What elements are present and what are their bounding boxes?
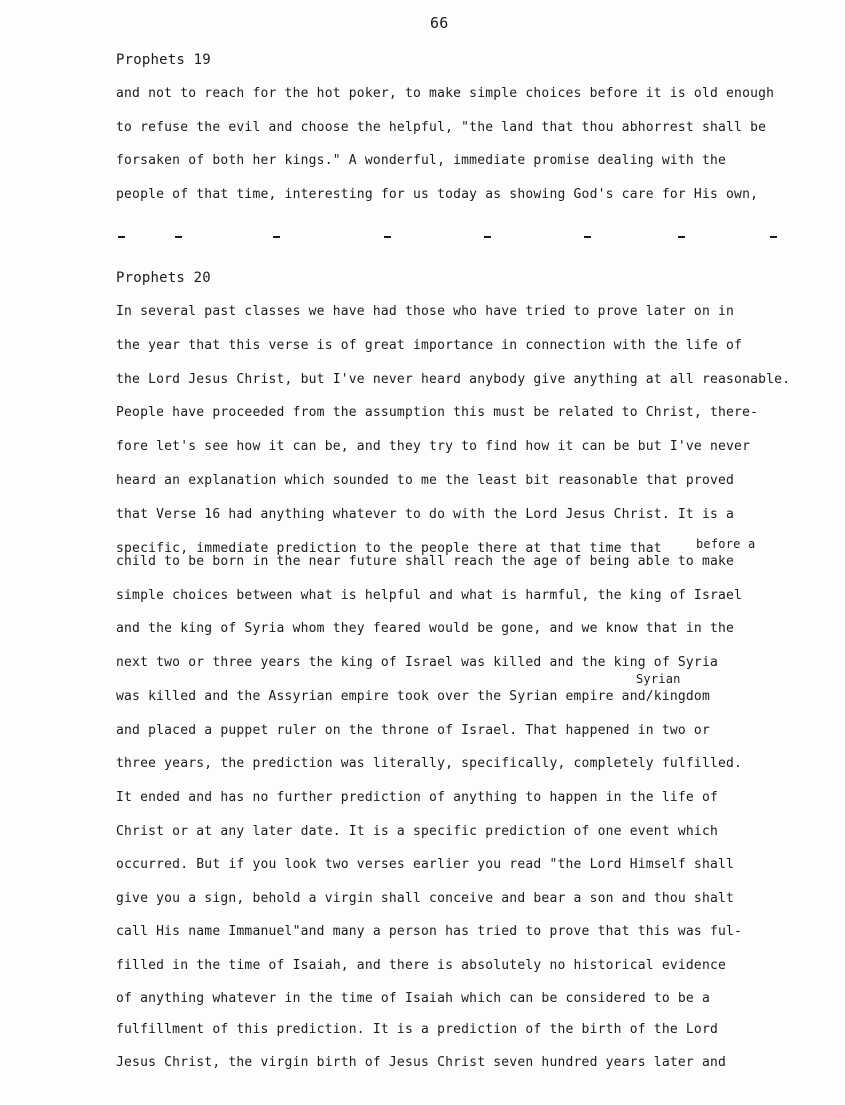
- text-line: of anything whatever in the time of Isaiah which can be considered to be a: [116, 991, 710, 1006]
- text-line: filled in the time of Isaiah, and there is absolutely no historical evidence: [116, 958, 727, 973]
- text-line: forsaken of both her kings." A wonderful, immediate promise dealing with the: [116, 153, 727, 168]
- text-line: Christ or at any later date. It is a specific prediction of one event which: [116, 824, 718, 839]
- separator-dash: [584, 236, 591, 238]
- text-line: three years, the prediction was literally, specifically, completely fulfilled.: [116, 756, 743, 771]
- text-line: give you a sign, behold a virgin shall conceive and bear a son and thou shalt: [116, 891, 735, 906]
- text-line: people of that time, interesting for us today as showing God's care for His own,: [116, 187, 759, 202]
- separator-dash: [175, 236, 182, 238]
- text-line: It ended and has no further prediction of anything to happen in the life of: [116, 790, 718, 805]
- text-line: People have proceeded from the assumption this must be related to Christ, there-: [116, 405, 759, 420]
- separator-dash: [118, 236, 125, 238]
- text-line: In several past classes we have had those who have tried to prove later on in: [116, 304, 735, 319]
- text-line: simple choices between what is helpful and what is harmful, the king of Israel: [116, 588, 743, 603]
- text-line: occurred. But if you look two verses earlier you read "the Lord Himself shall: [116, 857, 735, 872]
- separator-dash: [484, 236, 491, 238]
- text-line: and the king of Syria whom they feared would be gone, and we know that in the: [116, 621, 735, 636]
- text-line: fulfillment of this prediction. It is a prediction of the birth of the Lord: [116, 1022, 718, 1037]
- text-line: and not to reach for the hot poker, to make simple choices before it is old enough: [116, 86, 775, 101]
- text-line: to refuse the evil and choose the helpful, "the land that thou abhorrest shall be: [116, 120, 767, 135]
- text-line: child to be born in the near future shall reach the age of being able to make: [116, 554, 735, 569]
- separator-dash: [678, 236, 685, 238]
- text-line: the year that this verse is of great importance in connection with the life of: [116, 338, 743, 353]
- text-line: that Verse 16 had anything whatever to do with the Lord Jesus Christ. It is a: [116, 507, 735, 522]
- text-line: call His name Immanuel"and many a person has tried to prove that this was ful-: [116, 924, 743, 939]
- text-line: the Lord Jesus Christ, but I've never heard anybody give anything at all reasonable.: [116, 372, 791, 387]
- interlinear-insertion: before a: [696, 537, 756, 551]
- text-line: was killed and the Assyrian empire took over the Syrian empire and/kingdom: [116, 689, 710, 704]
- text-line: fore let's see how it can be, and they try to find how it can be but I've never: [116, 439, 751, 454]
- interlinear-insertion: Syrian: [636, 672, 681, 686]
- text-line: specific, immediate prediction to the people there at that time that: [116, 541, 662, 556]
- section-heading-prophets-20: Prophets 20: [116, 270, 211, 286]
- separator-dash: [384, 236, 391, 238]
- text-line: heard an explanation which sounded to me the least bit reasonable that proved: [116, 473, 735, 488]
- section-heading-prophets-19: Prophets 19: [116, 52, 211, 68]
- page-number: 66: [430, 14, 449, 32]
- text-line: next two or three years the king of Israel was killed and the king of Syria: [116, 655, 718, 670]
- separator-dash: [770, 236, 777, 238]
- separator-dash: [273, 236, 280, 238]
- text-line: Jesus Christ, the virgin birth of Jesus Christ seven hundred years later and: [116, 1055, 727, 1070]
- text-line: and placed a puppet ruler on the throne of Israel. That happened in two or: [116, 723, 710, 738]
